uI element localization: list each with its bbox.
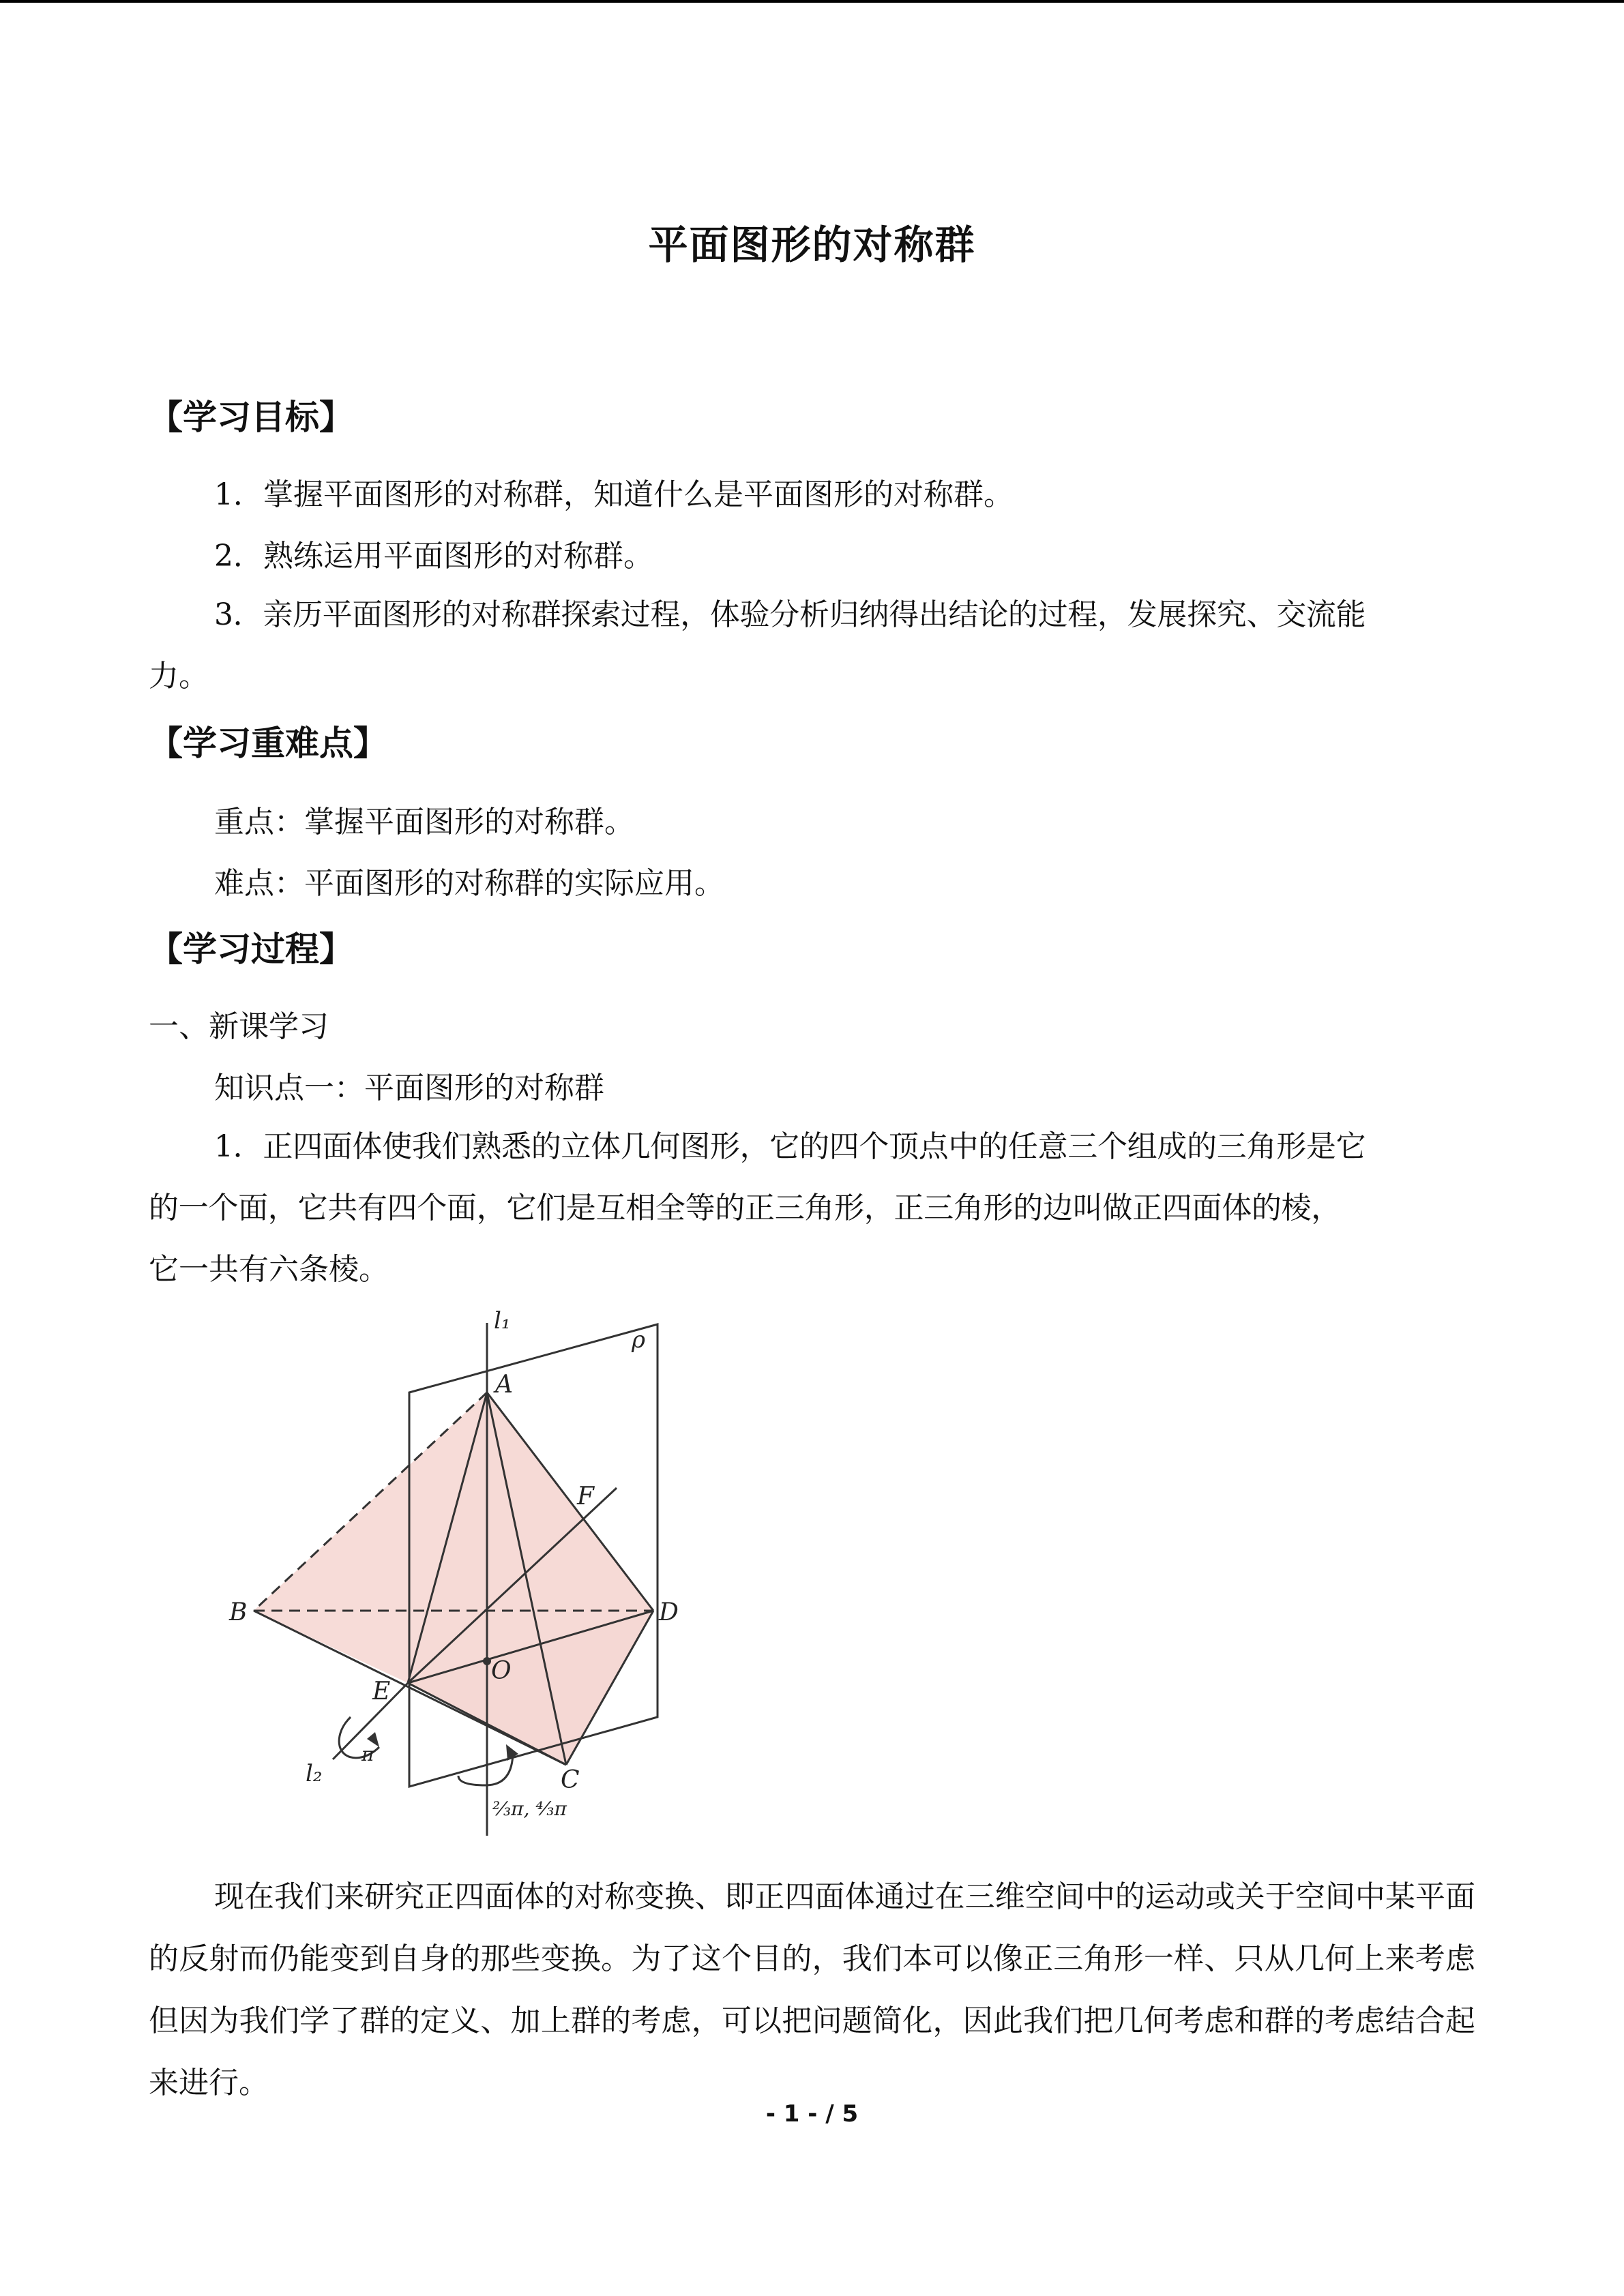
- label-l2: l₂: [306, 1760, 323, 1787]
- label-e: E: [372, 1678, 391, 1705]
- subheading-new-lesson: 一、新课学习: [149, 1009, 329, 1044]
- difficult-point: 难点：平面图形的对称群的实际应用。: [214, 866, 724, 901]
- paragraph-2: 现在我们来研究正四面体的对称变换、即正四面体通过在三维空间中的运动或关于空间中某平面的反射而仍能变到自身的那些变换。为了这个目的，我们本可以像正三角形一样、只从几何上来考虑但因为我们学了群的定义、加上群的考虑，可以把问题简化，因此我们把几何考虑和群的考虑结合起来进行。: [149, 1879, 1475, 2100]
- section-heading-process: 【学习过程】: [149, 929, 353, 969]
- label-l1: l₁: [494, 1307, 511, 1335]
- label-d: D: [659, 1598, 679, 1626]
- top-border-line: [0, 0, 1624, 3]
- subheading-knowledge-point: 知识点一：平面图形的对称群: [214, 1071, 604, 1105]
- rotation-arrow-l1: [458, 1751, 513, 1785]
- tetrahedron-figure: [205, 1296, 723, 1841]
- center-point-o: [483, 1657, 491, 1665]
- goal-item-1: 1．掌握平面图形的对称群，知道什么是平面图形的对称群。: [214, 477, 1014, 512]
- label-angles: ⅔π, ⁴⁄₃π: [492, 1798, 567, 1820]
- section-heading-key-points: 【学习重难点】: [149, 724, 387, 763]
- key-point: 重点：掌握平面图形的对称群。: [214, 805, 634, 839]
- paragraph-1-line-1: 1．正四面体使我们熟悉的立体几何图形，它的四个顶点中的任意三个组成的三角形是它: [214, 1129, 1366, 1164]
- goal-item-3-cont: 力。: [149, 659, 209, 694]
- label-rho: ρ: [632, 1326, 645, 1354]
- goal-item-2: 2．熟练运用平面图形的对称群。: [214, 539, 653, 573]
- label-o: O: [491, 1657, 512, 1685]
- page-number: - 1 - / 5: [765, 2100, 859, 2128]
- label-a: A: [495, 1371, 513, 1399]
- paragraph-1-line-2: 的一个面，它共有四个面，它们是互相全等的正三角形，正三角形的边叫做正四面体的棱，: [149, 1191, 1341, 1225]
- label-c: C: [561, 1766, 580, 1794]
- label-b: B: [229, 1598, 248, 1626]
- label-pi: π: [361, 1743, 374, 1765]
- goal-item-3: 3．亲历平面图形的对称群探索过程，体验分析归纳得出结论的过程，发展探究、交流能: [214, 597, 1366, 632]
- label-f: F: [577, 1482, 594, 1510]
- page-title: 平面图形的对称群: [648, 222, 976, 268]
- paragraph-1-line-3: 它一共有六条棱。: [149, 1252, 389, 1287]
- section-heading-goals: 【学习目标】: [149, 398, 353, 437]
